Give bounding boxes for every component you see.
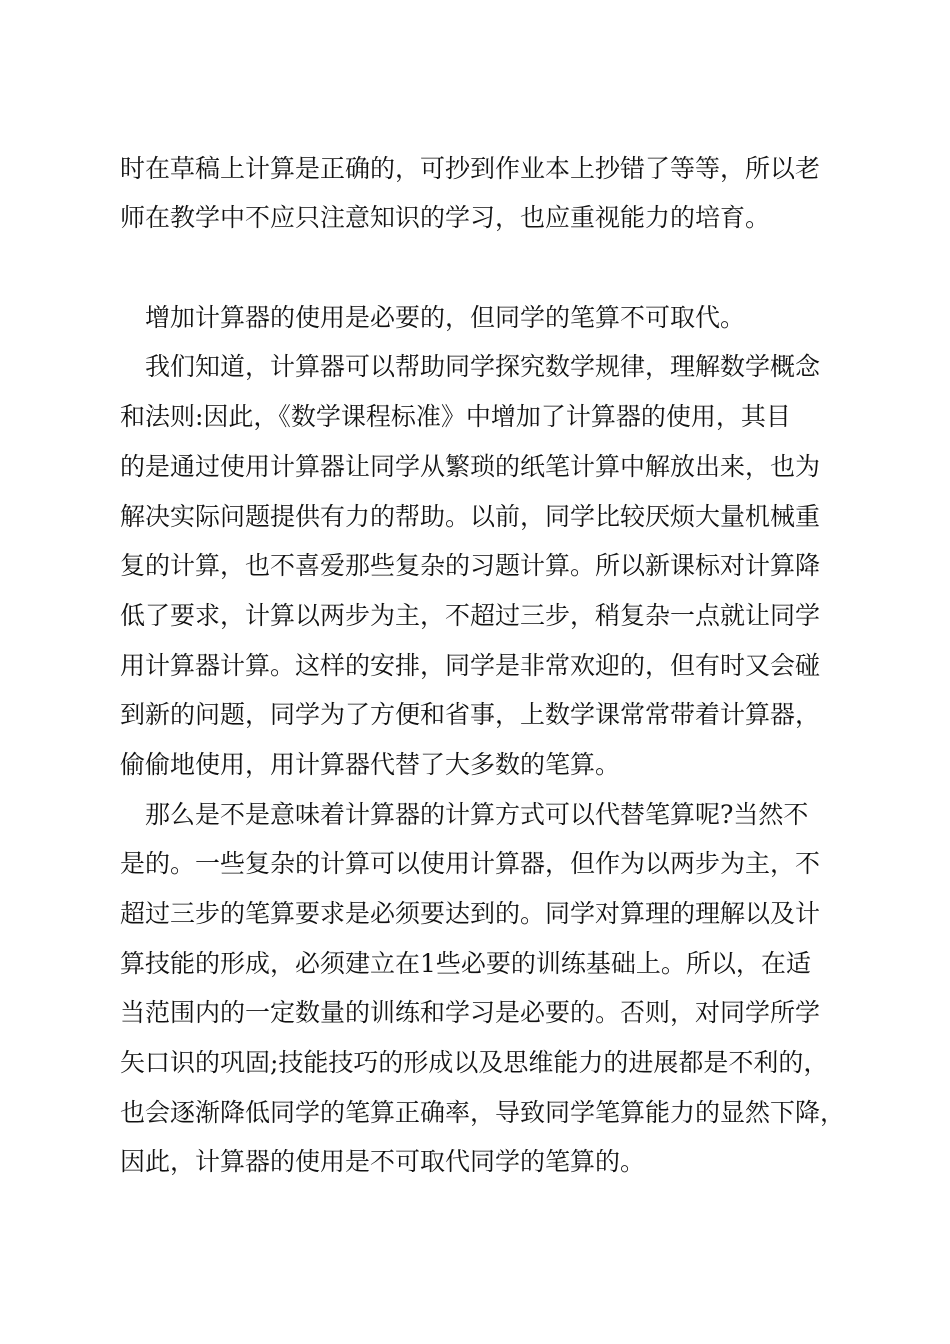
text-line: 解决实际问题提供有力的帮助。以前，同学比较厌烦大量机械重 <box>120 502 821 531</box>
text-line: 偷偷地使用，用计算器代替了大多数的笔算。 <box>120 750 621 779</box>
text-line: 算技能的形成，必须建立在1些必要的训练基础上。所以，在适 <box>120 949 811 978</box>
text-line: 我们知道，计算器可以帮助同学探究数学规律，理解数学概念 <box>145 352 821 381</box>
text-line: 和法则:因此，《数学课程标准》中增加了计算器的使用，其目 <box>120 402 791 431</box>
text-line: 那么是不是意味着计算器的计算方式可以代替笔算呢?当然不 <box>145 800 809 829</box>
text-line: 也会逐渐降低同学的笔算正确率，导致同学笔算能力的显然下降， <box>120 1098 846 1127</box>
text-line: 师在教学中不应只注意知识的学习，也应重视能力的培育。 <box>120 203 771 232</box>
text-line: 时在草稿上计算是正确的，可抄到作业本上抄错了等等，所以老 <box>120 154 821 183</box>
text-line: 矢口识的巩固;技能技巧的形成以及思维能力的进展都是不利的， <box>120 1048 829 1077</box>
text-line: 超过三步的笔算要求是必须要达到的。同学对算理的理解以及计 <box>120 899 821 928</box>
text-line: 低了要求，计算以两步为主，不超过三步，稍复杂一点就让同学 <box>120 601 821 630</box>
text-line: 因此，计算器的使用是不可取代同学的笔算的。 <box>120 1147 646 1176</box>
text-line: 到新的问题，同学为了方便和省事，上数学课常常带着计算器， <box>120 700 821 729</box>
paragraph-heading: 增加计算器的使用是必要的，但同学的笔算不可取代。 <box>145 303 746 332</box>
text-line: 复的计算，也不喜爱那些复杂的习题计算。所以新课标对计算降 <box>120 551 821 580</box>
text-line: 的是通过使用计算器让同学从繁琐的纸笔计算中解放出来，也为 <box>120 452 821 481</box>
text-line: 当范围内的一定数量的训练和学习是必要的。否则，对同学所学 <box>120 998 821 1027</box>
text-line: 是的。一些复杂的计算可以使用计算器，但作为以两步为主，不 <box>120 849 821 878</box>
text-line: 用计算器计算。这样的安排，同学是非常欢迎的，但有时又会碰 <box>120 651 821 680</box>
